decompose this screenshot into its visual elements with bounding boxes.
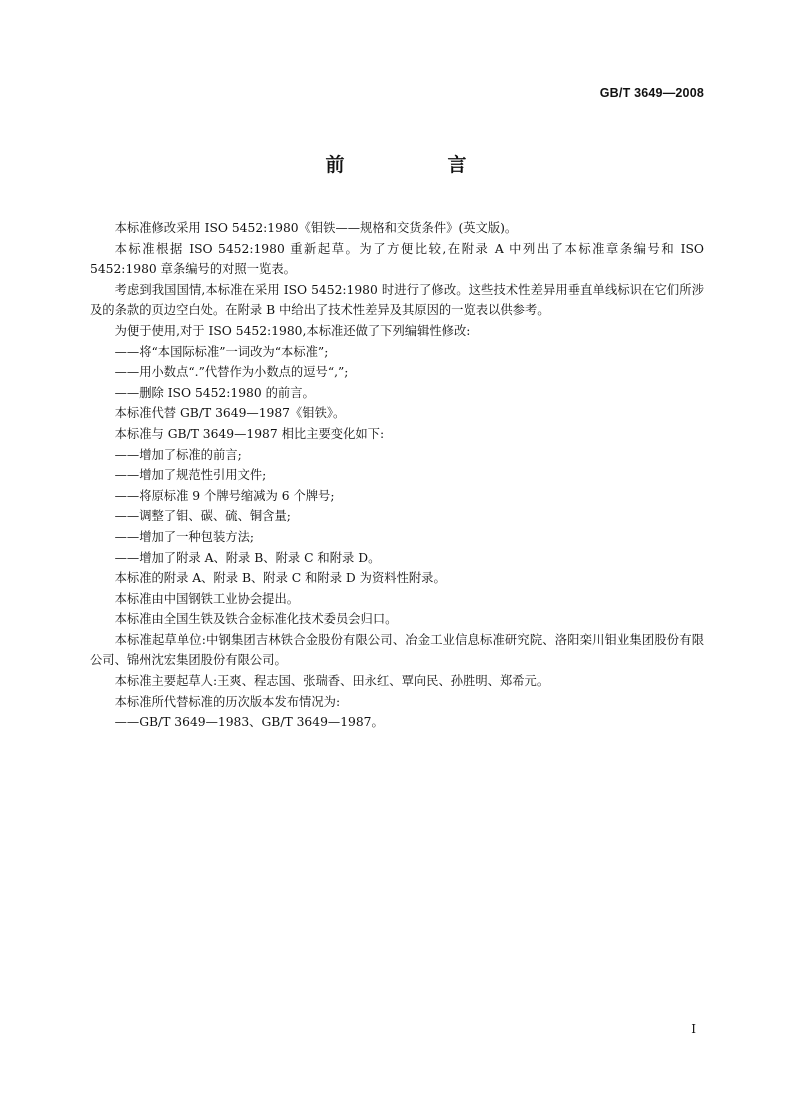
paragraph: 本标准代替 GB/T 3649—1987《钼铁》。 [114, 406, 346, 421]
paragraph: 本标准修改采用 ISO 5452:1980《钼铁——规格和交货条件》(英文版)。 [114, 221, 518, 235]
list-item: ——增加了规范性引用文件; [114, 468, 267, 483]
paragraph: 本标准根据 ISO 5452:1980 重新起草。为了方便比较,在附录 A 中列出了本标准章条编号和 ISO 5452:1980 章条编号的对照一览表。 [90, 241, 704, 277]
page-number: I [691, 1022, 696, 1036]
paragraph: 本标准所代替标准的历次版本发布情况为: [114, 694, 341, 709]
paragraph: 本标准由全国生铁及铁合金标准化技术委员会归口。 [114, 612, 398, 627]
paragraph: 为便于使用,对于 ISO 5452:1980,本标准还做了下列编辑性修改: [114, 323, 471, 338]
list-item: ——删除 ISO 5452:1980 的前言。 [114, 385, 315, 400]
standard-code: GB/T 3649—2008 [599, 86, 704, 100]
paragraph: 本标准由中国钢铁工业协会提出。 [114, 591, 300, 606]
paragraph: 考虑到我国国情,本标准在采用 ISO 5452:1980 时进行了修改。这些技术性差异用垂直单线标识在它们所涉及的条款的页边空白处。在附录 B 中给出了技术性差异及其原因的一览表以供参考。 [90, 282, 704, 318]
list-item: ——将“本国际标准”一词改为“本标准”; [114, 344, 329, 359]
paragraph: 本标准的附录 A、附录 B、附录 C 和附录 D 为资料性附录。 [114, 571, 446, 586]
list-item: ——用小数点“.”代替作为小数点的逗号“,”; [114, 365, 349, 380]
list-item: ——增加了附录 A、附录 B、附录 C 和附录 D。 [114, 550, 381, 565]
foreword-body [90, 218, 704, 733]
list-item: ——增加了标准的前言; [114, 447, 242, 462]
paragraph: 本标准起草单位:中钢集团吉林铁合金股份有限公司、冶金工业信息标准研究院、洛阳栾川钼业集团股份有限公司、锦州沈宏集团股份有限公司。 [90, 632, 704, 668]
list-item: ——将原标准 9 个牌号缩减为 6 个牌号; [114, 488, 335, 503]
paragraph: 本标准与 GB/T 3649—1987 相比主要变化如下: [114, 426, 385, 441]
paragraph: 本标准主要起草人:王爽、程志国、张瑞香、田永红、覃向民、孙胜明、郑希元。 [114, 674, 550, 689]
list-item: ——GB/T 3649—1983、GB/T 3649—1987。 [114, 715, 384, 730]
page-title: 前 言 [325, 154, 509, 176]
list-item: ——调整了钼、碳、硫、铜含量; [114, 509, 291, 524]
list-item: ——增加了一种包装方法; [114, 529, 255, 544]
